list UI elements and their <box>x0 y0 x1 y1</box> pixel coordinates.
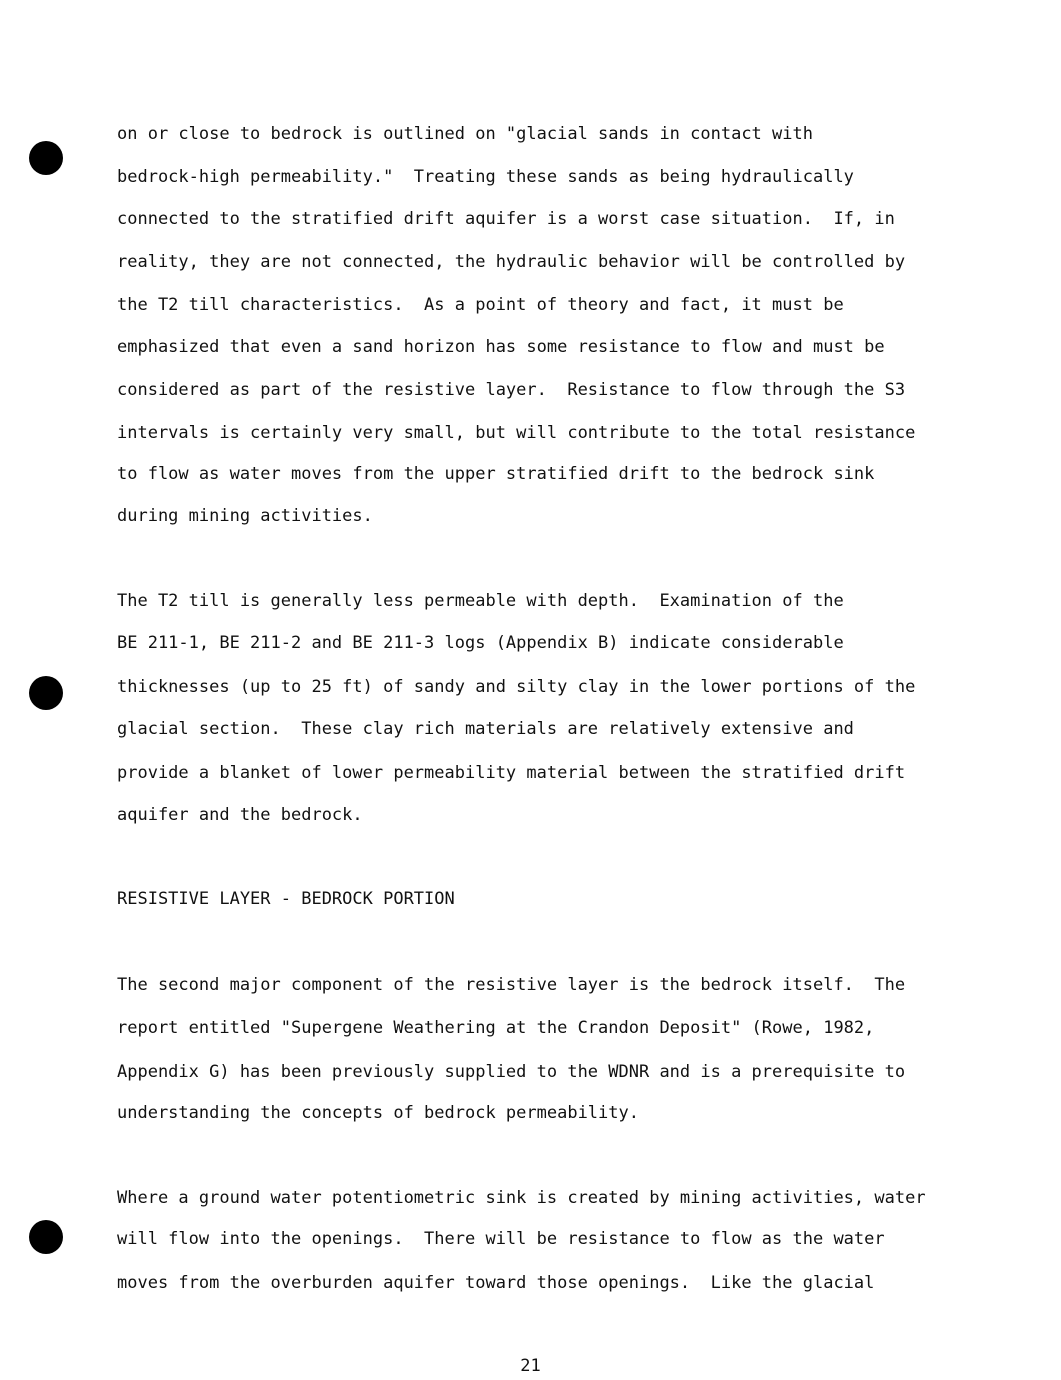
paragraph-1-line-7: considered as part of the resistive layer. Resistance to flow through the S3 <box>117 380 906 400</box>
paragraph-1-line-9: to flow as water moves from the upper stratified drift to the bedrock sink <box>117 464 875 484</box>
paragraph-1-line-10: during mining activities. <box>117 506 373 526</box>
paragraph-2-line-2: BE 211-1, BE 211-2 and BE 211-3 logs (Appendix B) indicate considerable <box>117 633 844 653</box>
paragraph-4-line-2: will flow into the openings. There will be resistance to flow as the water <box>117 1229 885 1249</box>
paragraph-1-line-5: the T2 till characteristics. As a point of theory and fact, it must be <box>117 295 844 315</box>
binder-hole-middle <box>29 676 63 710</box>
page-number: 21 <box>520 1356 541 1376</box>
paragraph-1-line-8: intervals is certainly very small, but will contribute to the total resistance <box>117 423 916 443</box>
paragraph-2-line-4: glacial section. These clay rich materials are relatively extensive and <box>117 719 854 739</box>
paragraph-2-line-6: aquifer and the bedrock. <box>117 805 363 825</box>
paragraph-1-line-3: connected to the stratified drift aquifer is a worst case situation. If, in <box>117 209 895 229</box>
binder-hole-bottom <box>29 1220 63 1254</box>
paragraph-1-line-4: reality, they are not connected, the hydraulic behavior will be controlled by <box>117 252 906 272</box>
paragraph-2-line-5: provide a blanket of lower permeability material between the stratified drift <box>117 763 906 783</box>
paragraph-1-line-2: bedrock-high permeability." Treating these sands as being hydraulically <box>117 167 854 187</box>
section-heading: RESISTIVE LAYER - BEDROCK PORTION <box>117 889 455 909</box>
paragraph-3-line-4: understanding the concepts of bedrock permeability. <box>117 1103 639 1123</box>
binder-hole-top <box>29 141 63 175</box>
paragraph-3-line-3: Appendix G) has been previously supplied to the WDNR and is a prerequisite to <box>117 1062 906 1082</box>
paragraph-2-line-1: The T2 till is generally less permeable with depth. Examination of the <box>117 591 844 611</box>
paragraph-4-line-1: Where a ground water potentiometric sink is created by mining activities, water <box>117 1188 926 1208</box>
paragraph-1-line-1: on or close to bedrock is outlined on "glacial sands in contact with <box>117 124 813 144</box>
paragraph-3-line-1: The second major component of the resistive layer is the bedrock itself. The <box>117 975 906 995</box>
paragraph-3-line-2: report entitled "Supergene Weathering at the Crandon Deposit" (Rowe, 1982, <box>117 1018 875 1038</box>
paragraph-1-line-6: emphasized that even a sand horizon has some resistance to flow and must be <box>117 337 885 357</box>
paragraph-4-line-3: moves from the overburden aquifer toward those openings. Like the glacial <box>117 1273 875 1293</box>
paragraph-2-line-3: thicknesses (up to 25 ft) of sandy and silty clay in the lower portions of the <box>117 677 916 697</box>
